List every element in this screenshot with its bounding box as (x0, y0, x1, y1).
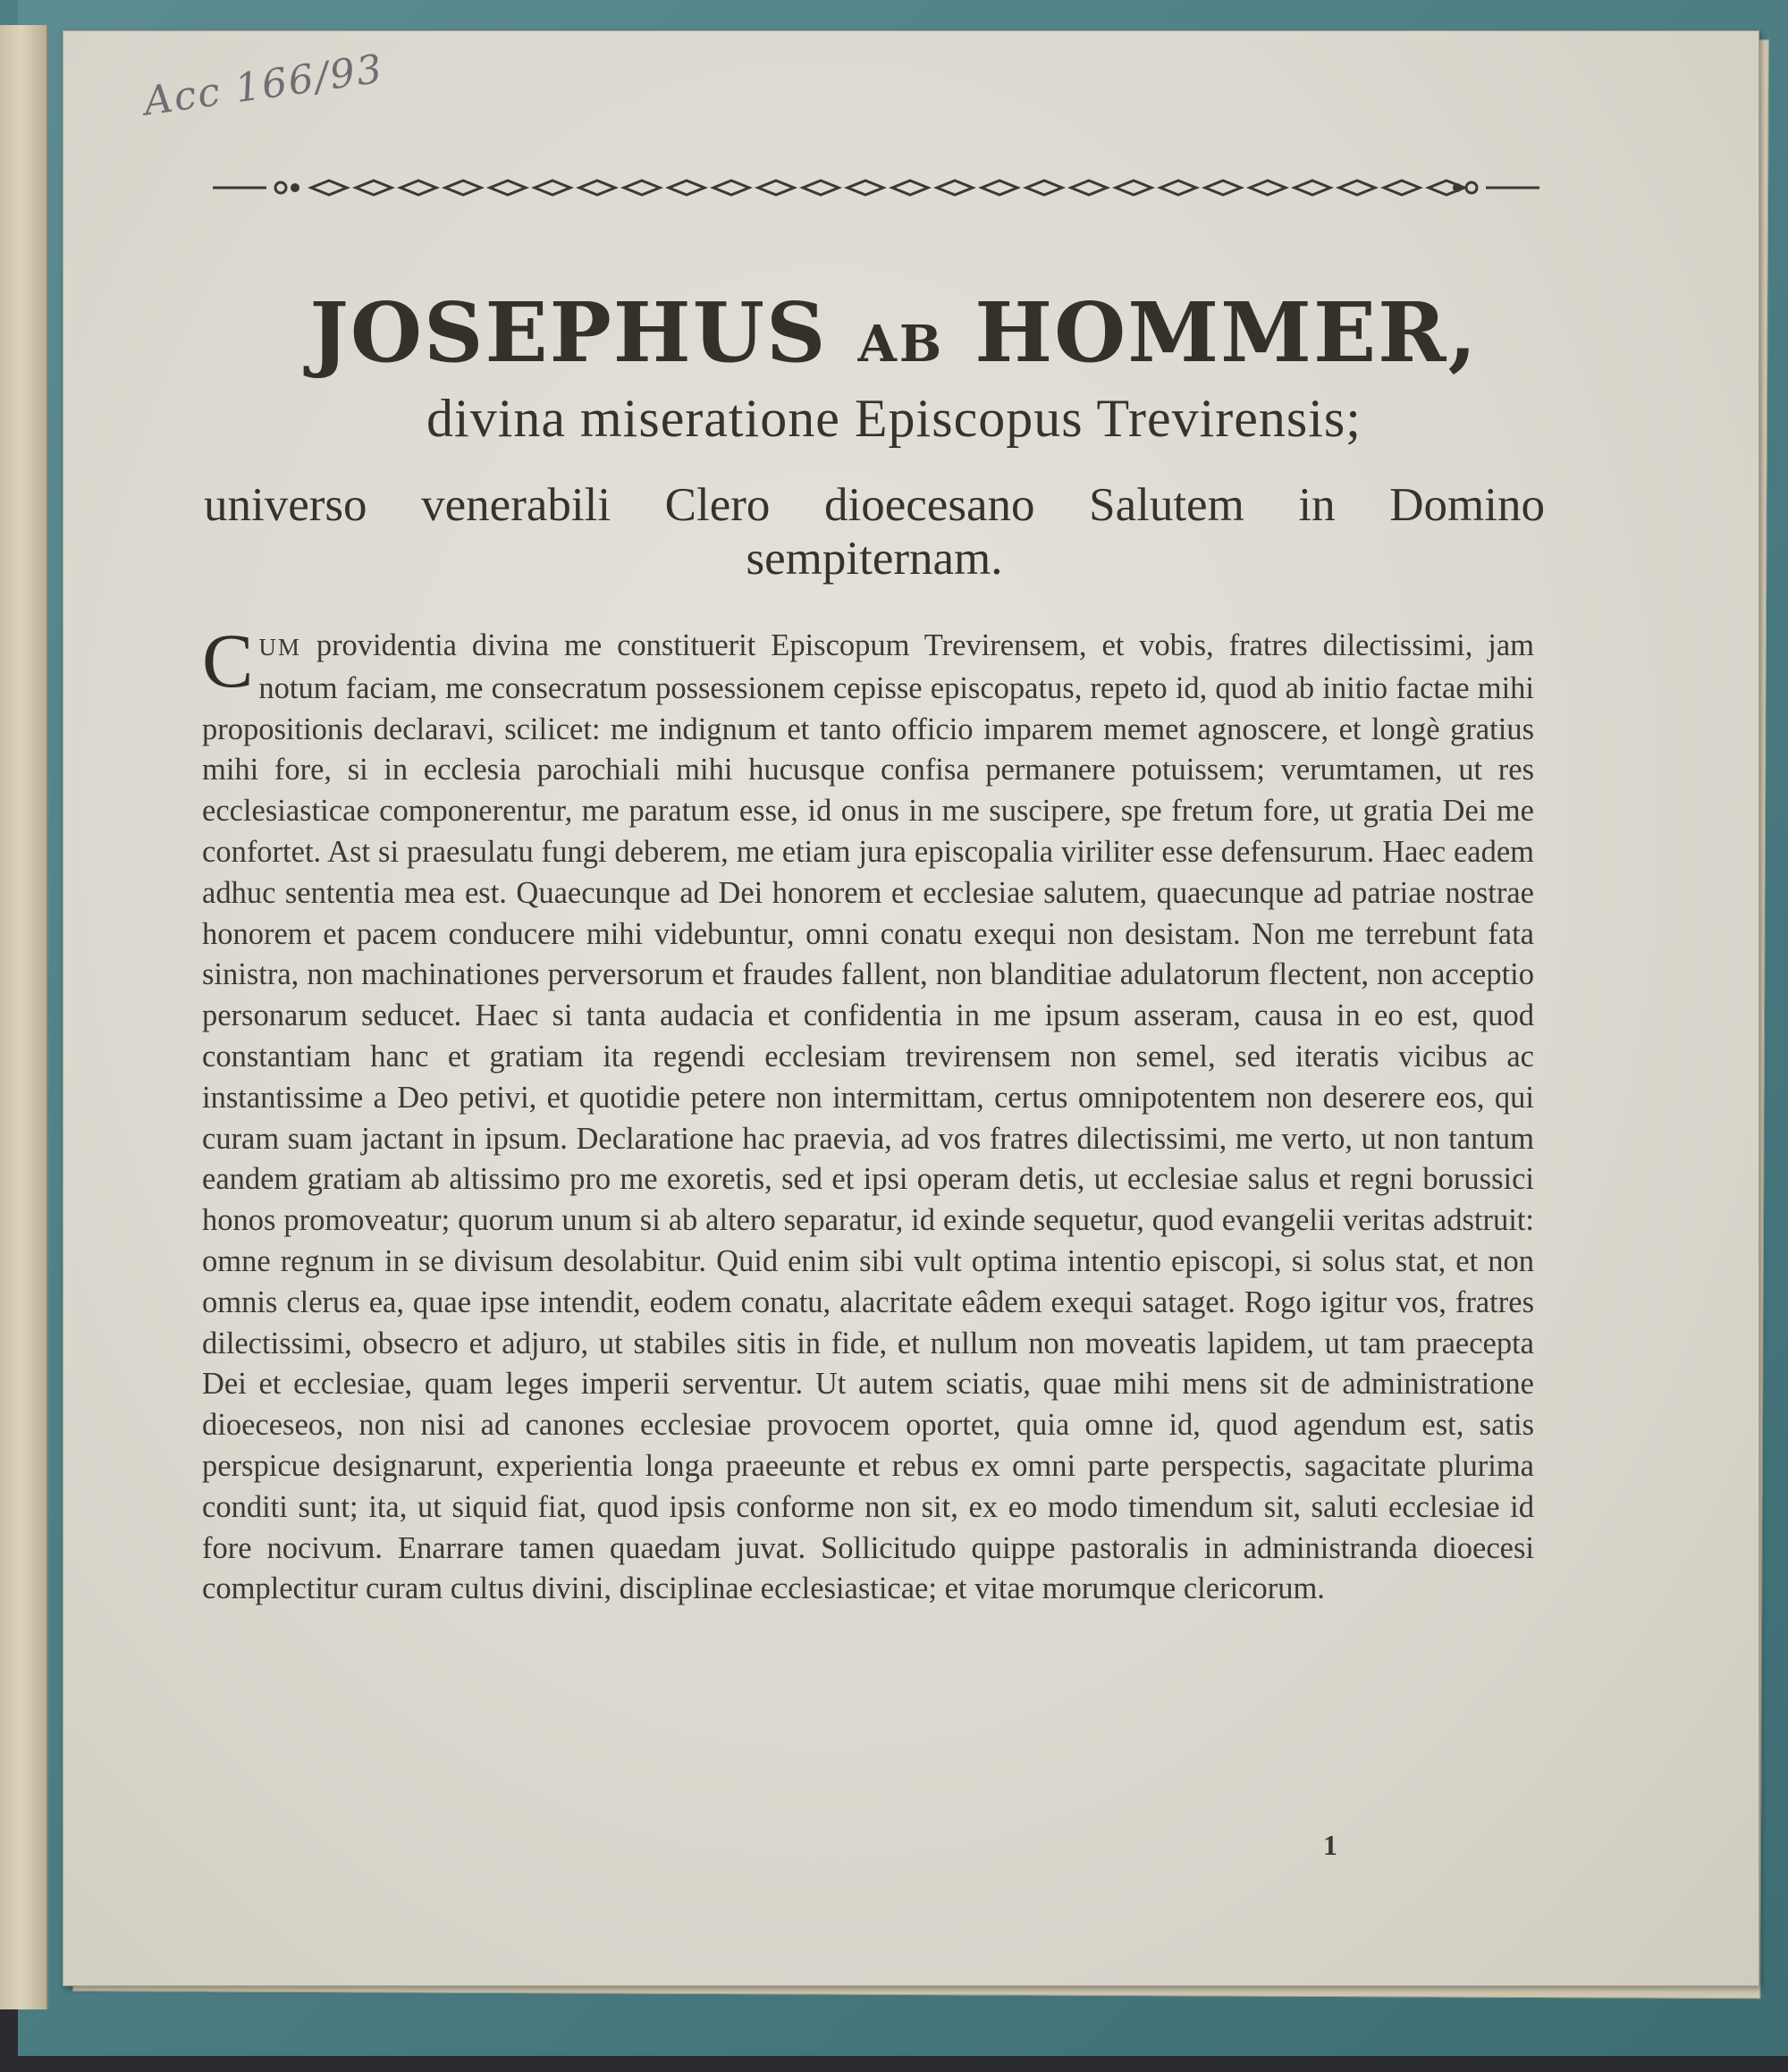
drop-cap: C (202, 618, 254, 703)
handwritten-annotation: Acc 166/93 (140, 46, 387, 125)
page-number: 1 (1323, 1829, 1337, 1861)
body-paragraph (202, 618, 1534, 1610)
decorative-border-icon (213, 170, 1539, 206)
document-title: JOSEPHUS AB HOMMER, (309, 284, 1479, 381)
opening-smallcaps: UM (258, 634, 301, 661)
body-text-content: providentia divina me constituerit Episcopum Trevirensem, et vobis, fratres dilectissimi, jam notum faciam, me consecratum possessionem cepisse episcopatus, repeto id, quod ab initio factae mihi propositionis declaravi, scilicet: me indignum et tanto officio imparem memet agnoscere, et longè gratius mihi fore, si in ecclesia parochiali mihi hucusque confisa permanere potuissem; verumtamen, ut res ecclesiasticae componerentur, me paratum esse, id onus in me suscipere, spe fretum fore, ut gratia Dei me confortet. Ast si praesulatu fungi deberem, me etiam jura episcopalia viriliter esse defensurum. Haec eadem adhuc sententia mea est. Quaecunque ad Dei honorem et ecclesiae salutem, quaecunque ad patriae nostrae honorem et pacem conducere mihi videbuntur, omni conatu exequi non desistam. Non me terrebunt fata sinistra, non machinationes perversorum et fraudes fallent, non blanditiae adulatorum flectent, non acceptio personarum seducet. Haec si tanta audacia et confidentia in me ipsum asseram, causa in eo est, quod constantiam hanc et gratiam ita regendi ecclesiam trevirensem non semel, sed iteratis vicibus ac instantissime a Deo petivi, et quotidie petere non intermittam, certus omnipotentem non deserere eos, qui curam suam jactant in ipsum. Declaratione hac praevia, ad vos fratres dilectissimi, me verto, ut non tantum eandem gratiam ab altissimo pro me exoretis, sed et ipsi operam detis, ut ecclesiae salus et regni borussici honos promoveatur; quorum unum si ab altero separatur, id exinde sequetur, quod evangelii veritas adstruit: omne regnum in se divisum desolabitur. Quid enim sibi vult optima intentio episcopi, si solus stat, et non omnis clerus ea, quae ipse intendit, eodem conatu, alacritate eâdem exequi sataget. Rogo igitur vos, fratres dilectissimi, obsecro et adjuro, ut stabiles sitis in fide, et nullum non moveatis lapidem, ut tam praecepta Dei et ecclesiae, quam leges imperii serventur. Ut autem sciatis, quae mihi mens sit de administratione dioeceseos, non nisi ad canones ecclesiae provocem oportet, quia omne id, quod agendum est, satis perspicue designarunt, experientia longa praeeunte et rebus ex omni parte perspectis, sagacitate plurima conditi sunt; ita, ut siquid fiat, quod ipsis conforme non sit, ex eo modo timendum sit, saluti ecclesiae id fore nocivum. Enarrare tamen quaedam juvat. Sollicitudo quippe pastoralis in administranda dioecesi complectitur curam cultus divini, disciplinae ecclesiasticae; et vitae morumque clericorum. (202, 628, 1534, 1606)
salutation-line: universo venerabili Clero dioecesano Salutem in Domino sempiternam. (204, 479, 1545, 585)
document-subtitle: divina miseratione Episcopus Trevirensis; (426, 389, 1362, 448)
